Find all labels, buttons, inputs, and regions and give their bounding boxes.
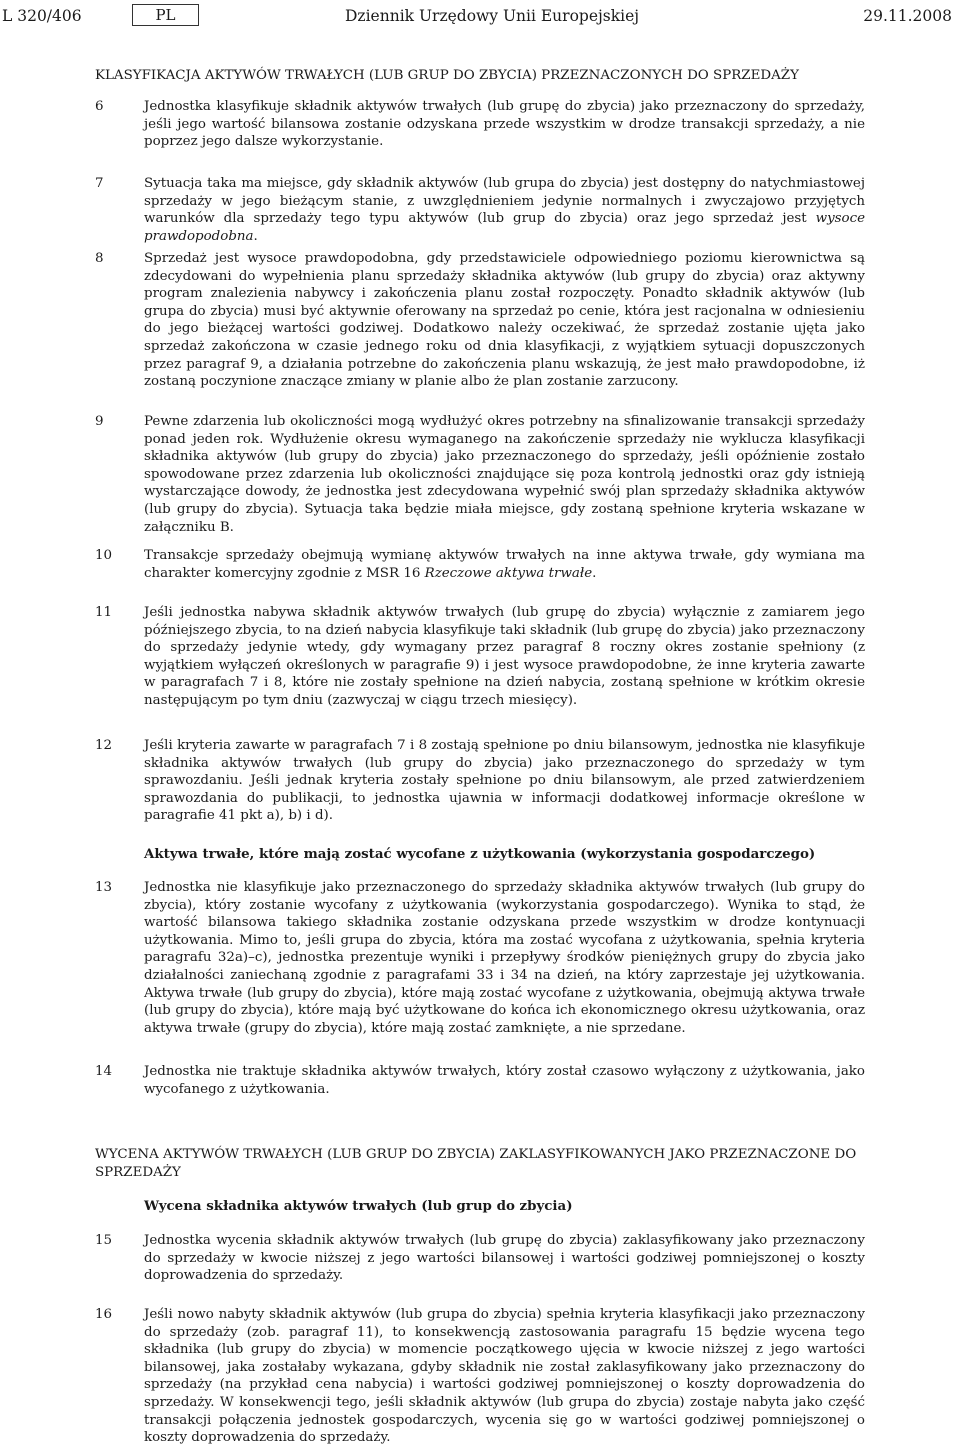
paragraph-text-body: Sytuacja taka ma miejsce, gdy składnik aktywów (lub grupa do zbycia) jest dostępny do natychmiastowej sprzedaży w jego bieżącym stanie, z uwzględnieniem jedynie normalnych i zwyczajowo przyjętych warunków dla sprzedaży tego typu aktywów (lub grup do zbycia) oraz jego sprzedaż jest bbox=[144, 176, 865, 227]
paragraph-13 bbox=[95, 879, 865, 1037]
paragraph-number: 11 bbox=[95, 605, 113, 620]
subsection-heading-measurement: Wycena składnika aktywów trwałych (lub grup do zbycia) bbox=[144, 1198, 573, 1214]
paragraph-6 bbox=[95, 98, 865, 151]
paragraph-number: 7 bbox=[95, 176, 104, 191]
paragraph-text: Jednostka klasyfikuje składnik aktywów trwałych (lub grupę do zbycia) jako przeznaczony do sprzedaży, jeśli jego wartość bilansowa zostanie odzyskana przede wszystkim w drodze transakcji sprzedaży, a nie poprzez jego dalsze wykorzystanie. bbox=[144, 99, 865, 150]
paragraph-12 bbox=[95, 737, 865, 825]
paragraph-text: Jednostka nie klasyfikuje jako przeznaczonego do sprzedaży składnika aktywów trwałych (lub grupy do zbycia), który zostanie wycofany z użytkowania (wykorzystania gospodarczego). Wynika to stąd, że wartość bilansowa takiego składnika zostanie odzyskana przede wszystkim w drodze kontynuacji użytkowania. Mimo to, jeśli grupa do zbycia, która ma zostać wycofana z użytkowania, spełnia kryteria paragrafu 32a)–c), jednostka prezentuje wyniki i przepływy środków pieniężnych grupy do zbycia jako działalności zaniechaną zgodnie z paragrafami 33 i 34 na dzień, na który zaprzestaje jej użytkowania. Aktywa trwałe (lub grupy do zbycia), które mają zostać wycofane z użytkowania, obejmują aktywa trwałe (lub grupy do zbycia), które mają być użytkowane do końca ich ekonomicznego okresu użytkowania, oraz aktywa trwałe (grupy do zbycia), które mają zostać zamknięte, a nie sprzedane. bbox=[144, 880, 865, 1036]
paragraph-text: Jeśli jednostka nabywa składnik aktywów trwałych (lub grupę do zbycia) wyłącznie z zamiarem jego późniejszego zbycia, to na dzień nabycia klasyfikuje taki składnik (lub grupę do zbycia) jako przeznaczony do sprzedaży jedynie wtedy, gdy wymagany przez paragraf 8 roczny okres zostanie spełniony (z wyjątkiem wyłączeń określonych w paragrafie 9) i jest wysoce prawdopodobne, że inne kryteria zawarte w paragrafach 7 i 8, które nie zostały spełnione na dzień nabycia, zostaną spełnione w krótkim okresie następującym po tym dniu (zazwyczaj w ciągu trzech miesięcy). bbox=[144, 605, 865, 708]
paragraph-10 bbox=[95, 547, 865, 582]
paragraph-number: 12 bbox=[95, 738, 113, 753]
paragraph-text: Jeśli kryteria zawarte w paragrafach 7 i 8 zostają spełnione po dniu bilansowym, jednostka nie klasyfikuje składnika aktywów trwałych (lub grupy do zbycia) jako przeznaczonego do sprzedaży w tym sprawozdaniu. Jeśli jednak kryteria zostały spełnione po dniu bilansowym, ale przed zatwierdzeniem sprawozdania do publikacji, to jednostka ujawnia w informacji dodatkowej informacje określone w paragrafie 41 pkt a), b) i d). bbox=[144, 738, 865, 824]
paragraph-number: 9 bbox=[95, 414, 104, 429]
section-heading-classification: KLASYFIKACJA AKTYWÓW TRWAŁYCH (LUB GRUP DO ZBYCIA) PRZEZNACZONYCH DO SPRZEDAŻY bbox=[95, 68, 799, 83]
language-badge: PL bbox=[132, 4, 199, 26]
paragraph-text: Pewne zdarzenia lub okoliczności mogą wydłużyć okres potrzebny na sfinalizowanie transakcji sprzedaży ponad jeden rok. Wydłużenie okresu wymaganego na zakończenie sprzedaży nie wyklucza klasyfikacji składnika aktywów (lub grupy do zbycia) jako przeznaczonego do sprzedaży, jeśli opóźnienie zostało spowodowane przez zdarzenia lub okoliczności znajdujące się poza kontrolą jednostki oraz gdy istnieją wystarczające dowody, że jednostka jest zdecydowana wypełnić swój plan sprzedaży składnika aktywów (lub grupy do zbycia). Sytuacja taka będzie miała miejsce, gdy zostaną spełnione kryteria wskazane w załączniku B. bbox=[144, 414, 865, 535]
page-reference: L 320/406 bbox=[2, 7, 82, 25]
paragraph-text-body: Transakcje sprzedaży obejmują wymianę aktywów trwałych na inne aktywa trwałe, gdy wymiana ma charakter komercyjny zgodnie z MSR 16 bbox=[144, 548, 865, 581]
paragraph-text-tail: . bbox=[592, 565, 597, 581]
paragraph-text bbox=[144, 175, 865, 245]
paragraph-text: Jednostka wycenia składnik aktywów trwałych (lub grupę do zbycia) zaklasyfikowany jako przeznaczony do sprzedaży w kwocie niższej z jego wartości bilansowej i wartości godziwej pomniejszonej o koszty doprowadzenia do sprzedaży. bbox=[144, 1233, 865, 1284]
italic-term: Rzeczowe aktywa trwałe bbox=[424, 565, 593, 581]
paragraph-number: 16 bbox=[95, 1307, 113, 1322]
publication-date: 29.11.2008 bbox=[863, 7, 952, 25]
paragraph-16 bbox=[95, 1306, 865, 1447]
journal-title: Dziennik Urzędowy Unii Europejskiej bbox=[345, 7, 640, 25]
paragraph-number: 13 bbox=[95, 880, 113, 895]
paragraph-9 bbox=[95, 413, 865, 536]
paragraph-15 bbox=[95, 1232, 865, 1285]
paragraph-14 bbox=[95, 1063, 865, 1098]
italic-term: wysoce prawdopodobna bbox=[144, 211, 865, 244]
paragraph-text: Jeśli nowo nabyty składnik aktywów (lub grupa do zbycia) spełnia kryteria klasyfikacji jako przeznaczony do sprzedaży (zob. paragraf 11), to konsekwencją zastosowania paragrafu 15 będzie wycena tego składnika (lub grupy do zbycia) w momencie początkowego ujęcia w kwocie niższej z jego wartości bilansowej, jaka zostałaby wykazana, gdyby składnik nie został zaklasyfikowany jako przeznaczony do sprzedaży (na przykład cena nabycia) i wartości godziwej pomniejszonej o koszty doprowadzenia do sprzedaży. W konsekwencji tego, jeśli składnik aktywów (lub grupa do zbycia) zostaje nabyta jako część transakcji połączenia jednostek gospodarczych, wycenia się go w wartości godziwej pomniejszonej o koszty doprowadzenia do sprzedaży. bbox=[144, 1307, 865, 1446]
paragraph-number: 8 bbox=[95, 251, 104, 266]
section-heading-abandoned-assets: Aktywa trwałe, które mają zostać wycofane z użytkowania (wykorzystania gospodarczego) bbox=[144, 846, 816, 862]
paragraph-text-tail: . bbox=[253, 228, 258, 244]
paragraph-number: 10 bbox=[95, 548, 113, 563]
paragraph-number: 14 bbox=[95, 1064, 113, 1079]
paragraph-number: 15 bbox=[95, 1233, 113, 1248]
paragraph-11 bbox=[95, 604, 865, 710]
paragraph-text: Jednostka nie traktuje składnika aktywów trwałych, który został czasowo wyłączony z użytkowania, jako wycofanego z użytkowania. bbox=[144, 1064, 865, 1097]
paragraph-text: Sprzedaż jest wysoce prawdopodobna, gdy przedstawiciele odpowiedniego poziomu kierownictwa są zdecydowani do wypełnienia planu sprzedaży składnika aktywów (lub grupy do zbycia) oraz aktywny program znalezienia nabywcy i zakończenia planu został rozpoczęty. Ponadto składnik aktywów (lub grupa do zbycia) musi być aktywnie oferowany na sprzedaż po cenie, która jest racjonalna w odniesieniu do jego bieżącej wartości godziwej. Dodatkowo należy oczekiwać, że sprzedaż zostanie ujęta jako sprzedaż zakończona w czasie jednego roku od dnia klasyfikacji, z wyjątkiem sytuacji dopuszczonych przez paragraf 9, a działania potrzebne do zakończenia planu wskazują, że jest mało prawdopodobne, iż zostaną poczynione znaczące zmiany w planie albo że plan zostanie zarzucony. bbox=[144, 251, 865, 390]
page-header bbox=[0, 0, 960, 30]
section-heading-measurement: WYCENA AKTYWÓW TRWAŁYCH (LUB GRUP DO ZBYCIA) ZAKLASYFIKOWANYCH JAKO PRZEZNACZONE DO SPRZEDAŻY bbox=[95, 1147, 857, 1180]
paragraph-7 bbox=[95, 175, 865, 245]
paragraph-text bbox=[144, 547, 865, 582]
paragraph-number: 6 bbox=[95, 99, 104, 114]
paragraph-8 bbox=[95, 250, 865, 391]
